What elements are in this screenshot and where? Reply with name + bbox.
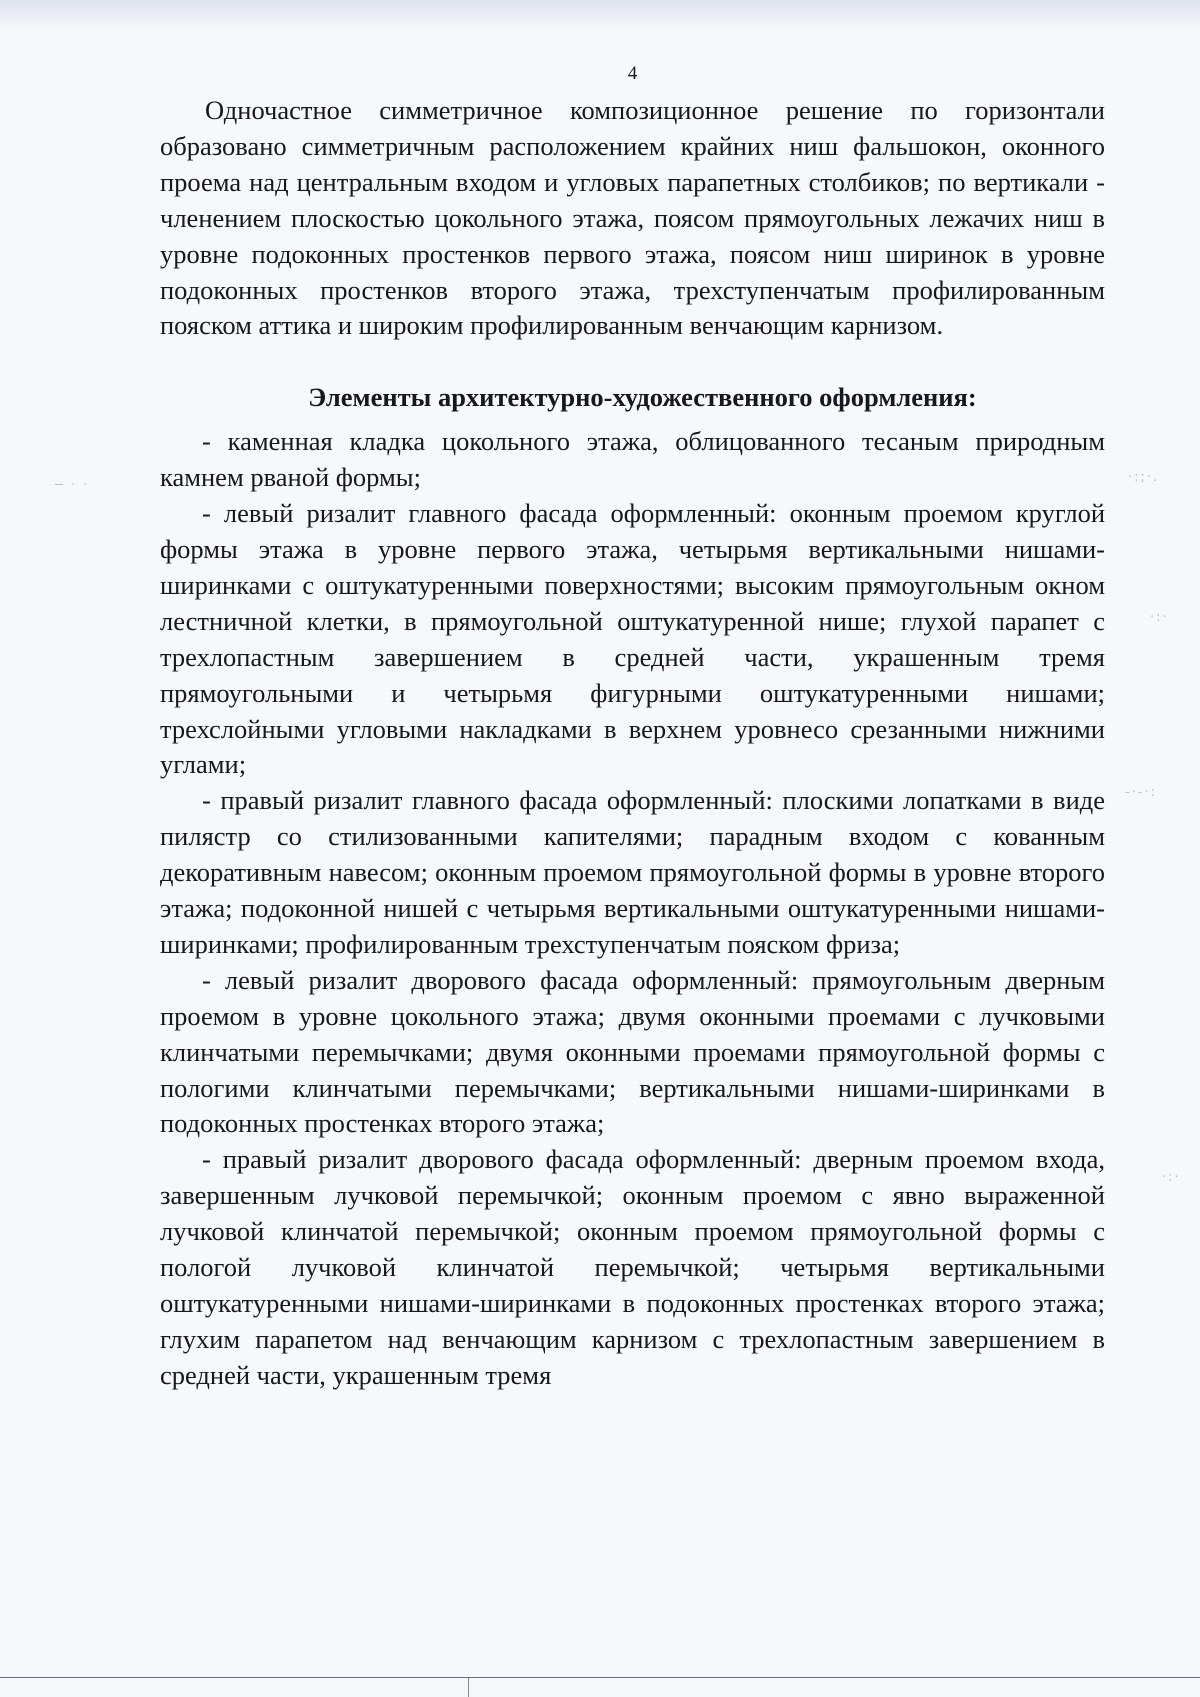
list-item: - каменная кладка цокольного этажа, облицованного тесаным природным камнем рваной формы; xyxy=(160,426,1105,493)
scan-speck: ·:· xyxy=(1162,1170,1181,1185)
scan-speck: -·-·: xyxy=(1125,785,1158,800)
list-item: - левый ризалит дворового фасада оформленный: прямоугольным дверным проемом в уровне цокольного этажа; двумя оконными проемами с лучковыми клинчатыми перемычками; двумя оконными проемами прямоугольной формы с пологими клинчатыми перемычками; вертикальными нишами-ширинками в подоконных простенках второго этажа; xyxy=(160,964,1105,1139)
list-item: - правый ризалит главного фасада оформленный: плоскими лопатками в виде пилястр со стилизованными капителями; парадным входом с кованным декоративным навесом; оконным проемом прямоугольной формы в уровне второго этажа; подоконной нишей с четырьмя вертикальными оштукатуренными нишами-ширинками; профилированным трехступенчатым пояском фриза; xyxy=(160,785,1105,959)
scan-speck: ─ · · xyxy=(55,478,90,493)
list-item: - правый ризалит дворового фасада оформленный: дверным проемом входа, завершенным лучковой перемычкой; оконным проемом с явно выраженной лучковой клинчатой перемычкой; оконным проемом прямоугольной формы с пологой лучковой клинчатой перемычкой; четырьмя вертикальными оштукатуренными нишами-ширинками в подоконных простенках второго этажа; глухим парапетом над венчающим карнизом с трехлопастным завершением в средней части, украшенным тремя xyxy=(160,1144,1105,1390)
scan-speck: ·:· xyxy=(1150,610,1169,625)
intro-paragraph: Одночастное симметричное композиционное решение по горизонтали образовано симметричным расположением крайних ниш фальшокон, оконного проема над центральным входом и угловых парапетных столбиков; по вертикали - членением плоскостью цокольного этажа, поясом прямоугольных лежачих ниш в уровне подоконных простенков первого этажа, поясом ниш ширинок в уровне подоконных простенков второго этажа, трехступенчатым профилированным пояском аттика и широким профилированным венчающим карнизом. xyxy=(160,95,1105,341)
scan-top-edge xyxy=(0,0,1200,30)
bottom-rule xyxy=(0,1677,1200,1678)
list-item: - левый ризалит главного фасада оформленный: оконным проемом круглой формы этажа в уровне первого этажа, четырьмя вертикальными нишами-ширинками с оштукатуренными поверхностями; высоким прямоугольным окном лестничной клетки, в прямоугольной оштукатуренной нише; глухой парапет с трехлопастным завершением в средней части, украшенным тремя прямоугольными и четырьмя фигурными оштукатуренными нишами; трехслойными угловыми накладками в верхнем уровнесо срезанными нижними углами; xyxy=(160,498,1105,780)
bottom-tick xyxy=(468,1677,469,1697)
document-body xyxy=(160,55,1105,1394)
section-heading: Элементы архитектурно-художественного оформления: xyxy=(308,382,977,413)
page-number: 4 xyxy=(627,63,638,84)
scan-speck: ·:;·. xyxy=(1128,470,1160,485)
